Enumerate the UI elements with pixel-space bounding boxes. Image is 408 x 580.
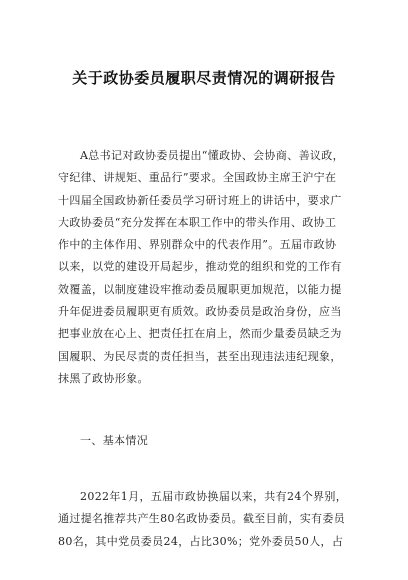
paragraph-line: 作中的主体作用、界别群众中的代表作用”。五届市政协 [58, 238, 337, 252]
paragraph-line: 以来，以党的建设开局起步，推动党的组织和党的工作有 [58, 260, 342, 274]
section-heading-basic [58, 430, 358, 452]
paragraph-intro [58, 145, 358, 390]
section-heading: 一、基本情况 [80, 434, 149, 447]
paragraph-line: 抹黑了政协形象。 [58, 371, 149, 385]
paragraph-line: 升年促进委员履职更有质效。政协委员是政治身份，应当 [58, 305, 342, 319]
paragraph-line: 2022年1月，五届市政协换届以来，共有24个界别， [80, 490, 348, 503]
paragraph-basic-info [58, 486, 358, 553]
paragraph-line: 通过提名推荐共产生80名政协委员。截至目前，实有委员 [58, 512, 346, 526]
document-title: 关于政协委员履职尽责情况的调研报告 [72, 69, 336, 87]
paragraph-line: 效覆盖，以制度建设牢推动委员履职更加规范，以能力提 [58, 282, 342, 296]
paragraph-line: 守纪律、讲规矩、重品行”要求。全国政协主席王沪宁在 [58, 171, 337, 185]
paragraph-line: 把事业放在心上、把责任扛在肩上，然而少量委员缺乏为 [58, 327, 342, 341]
paragraph-line: A总书记对政协委员提出“懂政协、会协商、善议政， [80, 149, 344, 162]
paragraph-line: 大政协委员“充分发挥在本职工作中的带头作用、政协工 [58, 215, 337, 229]
paragraph-line: 国履职、为民尽责的责任担当，甚至出现违法违纪现象， [58, 349, 342, 363]
paragraph-line: 十四届全国政协新任委员学习研讨班上的讲话中，要求广 [58, 193, 342, 207]
paragraph-line: 80名，其中党员委员24，占比30%；党外委员50人，占 [58, 534, 344, 548]
